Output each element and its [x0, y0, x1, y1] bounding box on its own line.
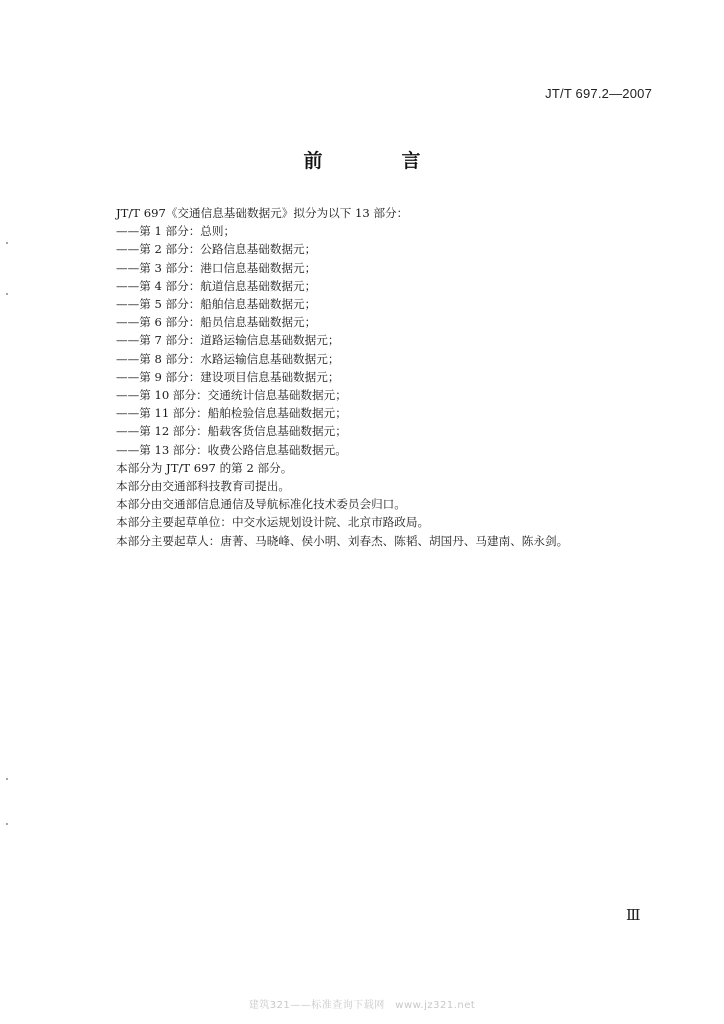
committee-statement: 本部分由交通部信息通信及导航标准化技术委员会归口。 [116, 497, 406, 512]
drafting-units: 本部分主要起草单位：中交水运规划设计院、北京市路政局。 [116, 515, 430, 530]
page-number: Ⅲ [626, 906, 641, 924]
part-item-12: ——第 12 部分：船载客货信息基础数据元； [116, 424, 347, 439]
scan-speck [6, 242, 8, 244]
part-item-13: ——第 13 部分：收费公路信息基础数据元。 [116, 442, 347, 457]
standard-code: JT/T 697.2—2007 [545, 86, 652, 101]
scan-speck [6, 823, 8, 825]
part-item-9: ——第 9 部分：建设项目信息基础数据元； [116, 369, 340, 384]
foreword-body [116, 204, 636, 550]
intro-line: JT/T 697《交通信息基础数据元》拟分为以下 13 部分： [116, 206, 409, 220]
scan-speck [6, 293, 8, 295]
drafters: 本部分主要起草人：唐菁、马晓峰、侯小明、刘春杰、陈韬、胡国丹、马建南、陈永剑。 [116, 533, 569, 548]
part-item-2: ——第 2 部分：公路信息基础数据元； [116, 242, 317, 257]
part-item-3: ——第 3 部分：港口信息基础数据元； [116, 260, 317, 275]
part-item-11: ——第 11 部分：船舶检验信息基础数据元； [116, 406, 347, 421]
part-item-5: ——第 5 部分：船舶信息基础数据元； [116, 297, 317, 312]
page-title: 前 言 [303, 150, 451, 172]
proposer-statement: 本部分由交通部科技教育司提出。 [116, 479, 290, 494]
part-item-7: ——第 7 部分：道路运输信息基础数据元； [116, 333, 340, 348]
part-item-10: ——第 10 部分：交通统计信息基础数据元； [116, 388, 347, 403]
part-item-8: ——第 8 部分：水路运输信息基础数据元； [116, 351, 340, 366]
watermark: 建筑321——标准查询下载网 www.jz321.net [248, 1000, 476, 1011]
scan-speck [6, 778, 8, 780]
part-statement: 本部分为 JT/T 697 的第 2 部分。 [116, 460, 293, 475]
part-item-4: ——第 4 部分：航道信息基础数据元； [116, 278, 317, 293]
part-item-1: ——第 1 部分：总则； [116, 224, 236, 239]
part-item-6: ——第 6 部分：船员信息基础数据元； [116, 315, 317, 330]
